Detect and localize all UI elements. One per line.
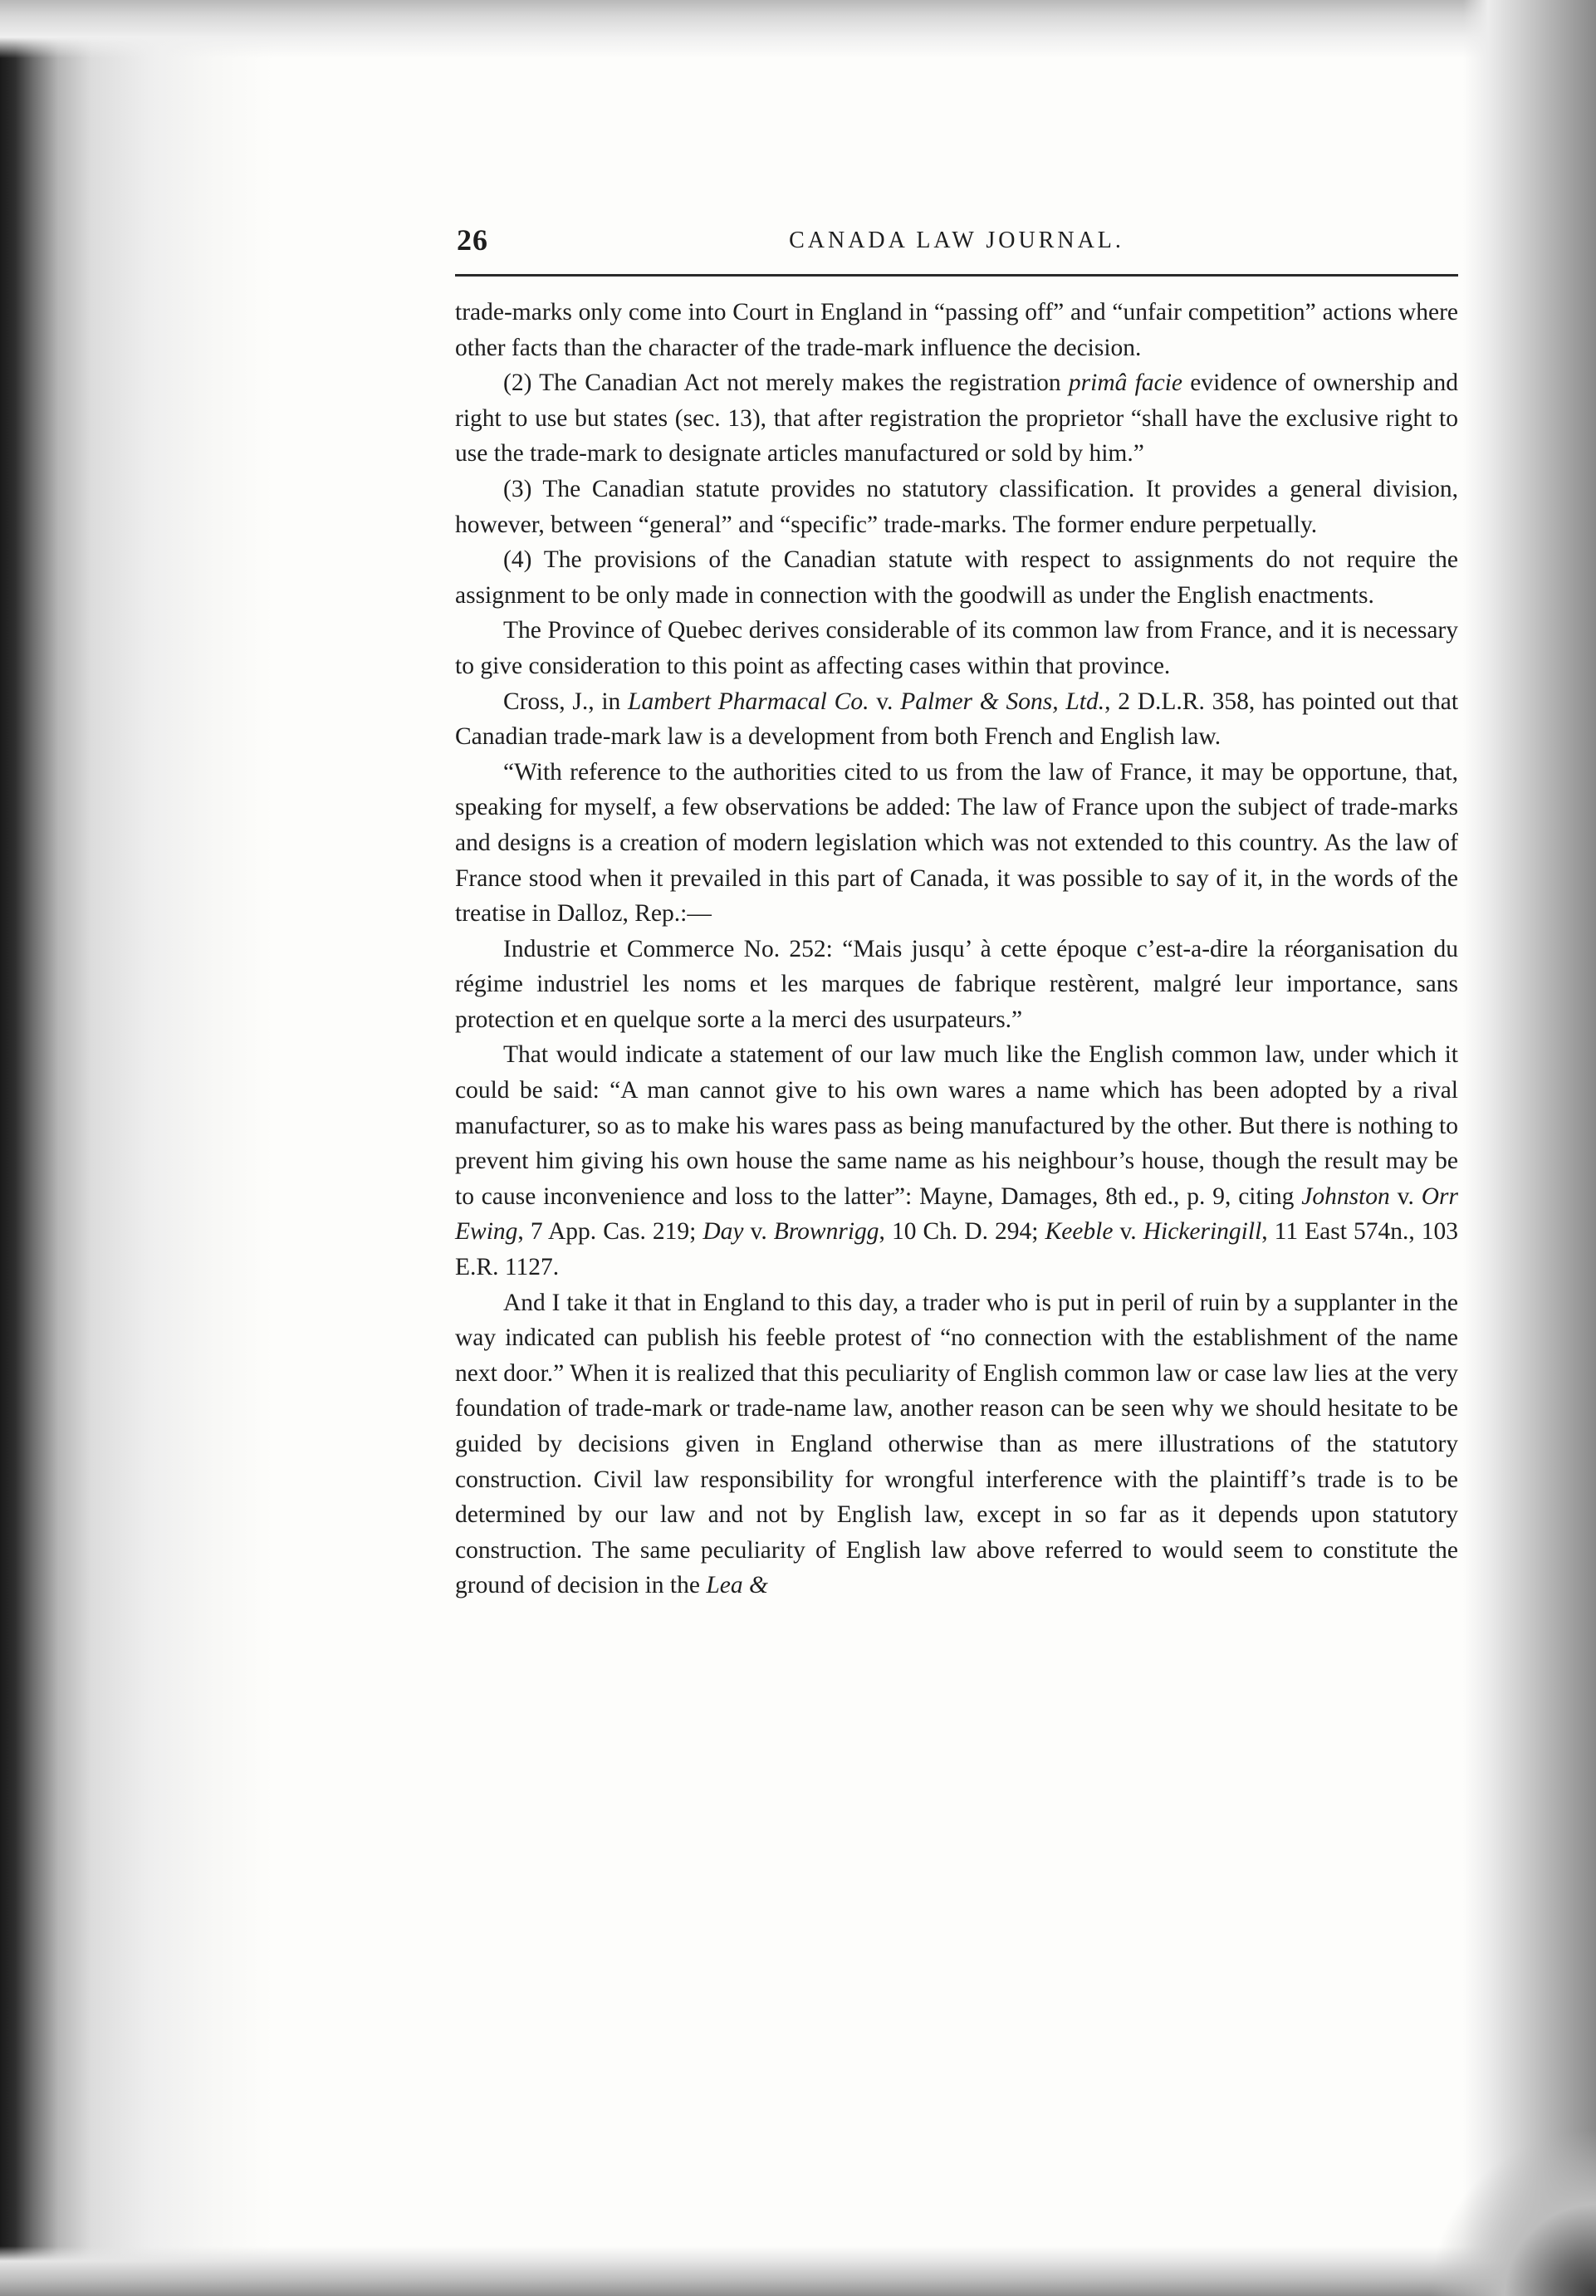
journal-title: CANADA LAW JOURNAL.: [789, 228, 1124, 253]
page-corner-shadow: [1413, 2113, 1596, 2296]
paragraph: [455, 472, 1458, 542]
text-run: That would indicate a statement of our law much like the English common law, under which it could be said: “A man cannot give to his own wares a name which has been adopted by a rival manufacturer, so as to make his wares pass as being manufactured by the other. But there is nothing to prevent him giving his own house the same name as his neighbour’s house, though the result may be to cause inconvenience and loss to the latter”: Mayne, Damages, 8th ed., p. 9, citing: [455, 1041, 1458, 1210]
text-run: The Province of Quebec derives considerable of its common law from France, and it is necessary to give consideration to this point as affecting cases within that province.: [455, 617, 1458, 679]
text-run: (4) The provisions of the Canadian statute with respect to assignments do not require the assignment to be only made in connection with the goodwill as under the English enactments.: [455, 546, 1458, 609]
italic-citation: Lambert Pharmacal Co.: [628, 688, 869, 715]
paragraph: [455, 684, 1458, 755]
binding-gutter-shadow: [0, 0, 274, 2296]
italic-citation: Day: [703, 1218, 744, 1246]
italic-citation: Lea &: [706, 1572, 768, 1599]
paragraph: [455, 542, 1458, 613]
text-run: v.: [869, 688, 901, 715]
right-edge-shadow: [1463, 0, 1596, 2296]
paragraph: [455, 932, 1458, 1038]
text-run: “With reference to the authorities cited to us from the law of France, it may be opportune, that, speaking for myself, a few observations be added: The law of France upon the subject of trade-marks and designs is a creation of modern legislation which was not extended to this country. As the law of France stood when it prevailed in this part of Canada, it was possible to say of it, in the words of the treatise in Dalloz, Rep.:—: [455, 758, 1458, 928]
text-run: , 2 D.L.R. 358, has pointed out that Canadian trade-mark law is a development from both French and English law.: [455, 688, 1459, 751]
paragraph: [455, 365, 1458, 472]
text-run: (2) The Canadian Act not merely makes the registration: [503, 370, 1069, 397]
journal-page: [455, 216, 1458, 1603]
header-rule: [455, 274, 1458, 277]
running-head: [455, 216, 1458, 262]
text-run: Cross, J., in: [503, 688, 629, 715]
italic-citation: Palmer & Sons, Ltd.: [900, 688, 1105, 715]
text-run: Industrie et Commerce No. 252: “Mais jusqu’ à cette époque c’est-a-dire la réorganisation du régime industriel les noms et les marques de fabrique restèrent, malgré leur importance, sans protection et en quelque sorte a la merci des usurpateurs.”: [455, 935, 1458, 1033]
italic-citation: Johnston: [1301, 1182, 1390, 1210]
text-run: And I take it that in England to this day, a trader who is put in peril of ruin by a supplanter in the way indicated can publish his feeble protest of “no connection with the establishment of the name next door.” When it is realized that this peculiarity of English common law or case law lies at the very foundation of trade-mark or trade-name law, another reason can be seen why we should hesitate to be guided by decisions given in England otherwise than as mere illustrations of the statutory construction. Civil law responsibility for wrongful interference with the plaintiff’s trade is to be determined by our law and not by English law, except in so far as it depends upon statutory construction. The same peculiarity of English law above referred to would seem to constitute the ground of decision in the: [455, 1289, 1458, 1599]
paragraph: [455, 1037, 1458, 1285]
text-run: v.: [1389, 1182, 1422, 1210]
text-run: , 7 App. Cas. 219;: [517, 1218, 703, 1246]
text-run: (3) The Canadian statute provides no statutory classification. It provides a general division, however, between “general” and “specific” trade-marks. The former endure perpetually.: [455, 475, 1458, 538]
paragraph: [455, 613, 1458, 683]
italic-citation: Orr Ewing: [455, 1182, 1458, 1246]
paragraph: [455, 755, 1458, 932]
top-edge-shadow: [0, 0, 1596, 58]
text-run: evidence of ownership and right to use but states (sec. 13), that after registration the proprietor “shall have the exclusive right to use the trade-mark to designate articles manufactured or sold by him.”: [455, 370, 1458, 468]
italic-citation: primâ facie: [1068, 370, 1183, 397]
body-text: [455, 295, 1458, 1603]
text-run: v.: [1113, 1218, 1143, 1246]
paragraph: [455, 295, 1458, 365]
italic-citation: Keeble: [1045, 1218, 1114, 1246]
text-run: , 10 Ch. D. 294;: [879, 1218, 1045, 1246]
italic-citation: Brownrigg: [773, 1218, 879, 1246]
paragraph: [455, 1285, 1458, 1603]
page-number: 26: [457, 223, 488, 257]
text-run: , 11 East 574n., 103 E.R. 1127.: [455, 1218, 1458, 1281]
bottom-edge-shadow: [0, 2246, 1596, 2296]
italic-citation: Hickeringill: [1143, 1218, 1262, 1246]
text-run: v.: [743, 1218, 774, 1246]
text-run: trade-marks only come into Court in England in “passing off” and “unfair competition” actions where other facts than the character of the trade-mark influence the decision.: [455, 299, 1458, 361]
